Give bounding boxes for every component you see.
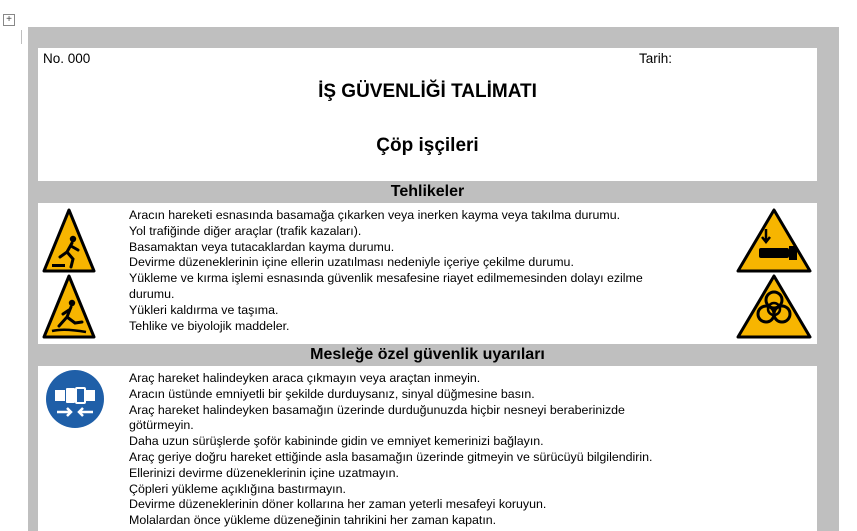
slip-hazard-icon bbox=[42, 273, 96, 341]
list-item[interactable]: Basamaktan veya tutacaklardan kayma durumu. bbox=[129, 239, 395, 254]
list-item[interactable]: durumu. bbox=[129, 286, 175, 301]
text-cursor bbox=[21, 30, 22, 44]
document-number[interactable]: No. 000 bbox=[43, 51, 91, 66]
list-item[interactable]: Araç hareket halindeyken basamağın üzerinde durduğunuzda hiçbir nesneyi beraberinizde bbox=[129, 402, 625, 417]
list-item[interactable]: Devirme düzeneklerinin içine ellerin uzatılması nedeniyle içeriye çekilme durumu. bbox=[129, 255, 574, 270]
list-item[interactable]: Yükleri kaldırma ve taşıma. bbox=[129, 302, 279, 317]
list-item[interactable]: Araç geriye doğru hareket ettiğinde asla basamağın üzerinde gitmeyin ve sürücüyü bilgilendirin. bbox=[129, 449, 653, 464]
list-item[interactable]: Daha uzun sürüşlerde şoför kabininde gidin ve emniyet kemerinizi bağlayın. bbox=[129, 434, 544, 449]
list-item[interactable]: Molalardan önce yükleme düzeneğinin tahrikini her zaman kapatın. bbox=[129, 513, 497, 528]
list-item[interactable]: Çöpleri yükleme açıklığına bastırmayın. bbox=[129, 481, 346, 496]
biohazard-icon bbox=[735, 273, 813, 341]
document-subtitle[interactable]: Çöp işçileri bbox=[376, 135, 479, 156]
hazards-list bbox=[129, 208, 643, 334]
list-item[interactable]: Yükleme ve kırma işlemi esnasında güvenlik mesafesine riayet edilmemesinden dolayı ezilme bbox=[129, 271, 643, 286]
list-item[interactable]: götürmeyin. bbox=[129, 418, 194, 433]
trip-hazard-icon bbox=[42, 207, 96, 275]
list-item[interactable]: Aracın hareketi esnasında basamağa çıkarken veya inerken kayma veya takılma durumu. bbox=[129, 208, 621, 222]
warnings-list bbox=[129, 371, 652, 529]
hand-crush-hazard-icon bbox=[735, 207, 813, 275]
date-label[interactable]: Tarih: bbox=[639, 51, 673, 66]
document-header bbox=[38, 48, 817, 181]
list-item[interactable]: Devirme düzeneklerinin döner kollarına her zaman yeterli mesafeyi koruyun. bbox=[129, 497, 547, 512]
list-item[interactable]: Araç hareket halindeyken araca çıkmayın veya araçtan inmeyin. bbox=[129, 371, 481, 385]
seat-belt-mandatory-icon bbox=[45, 369, 105, 429]
hazards-heading[interactable]: Tehlikeler bbox=[390, 183, 465, 200]
list-item[interactable]: Yol trafiğinde diğer araçlar (trafik kazaları). bbox=[129, 223, 362, 238]
warnings-section bbox=[38, 366, 817, 531]
table-move-handle[interactable]: + bbox=[3, 14, 15, 26]
warnings-heading[interactable]: Mesleğe özel güvenlik uyarıları bbox=[310, 346, 545, 363]
list-item[interactable]: Aracın üstünde emniyetli bir şekilde durduysanız, sinyal düğmesine basın. bbox=[129, 386, 535, 401]
hazards-section bbox=[38, 203, 817, 344]
document-title[interactable]: İŞ GÜVENLİĞİ TALİMATI bbox=[318, 81, 537, 102]
list-item[interactable]: Tehlike ve biyolojik maddeler. bbox=[129, 318, 290, 333]
list-item[interactable]: Ellerinizi devirme düzeneklerinin içine uzatmayın. bbox=[129, 465, 399, 480]
